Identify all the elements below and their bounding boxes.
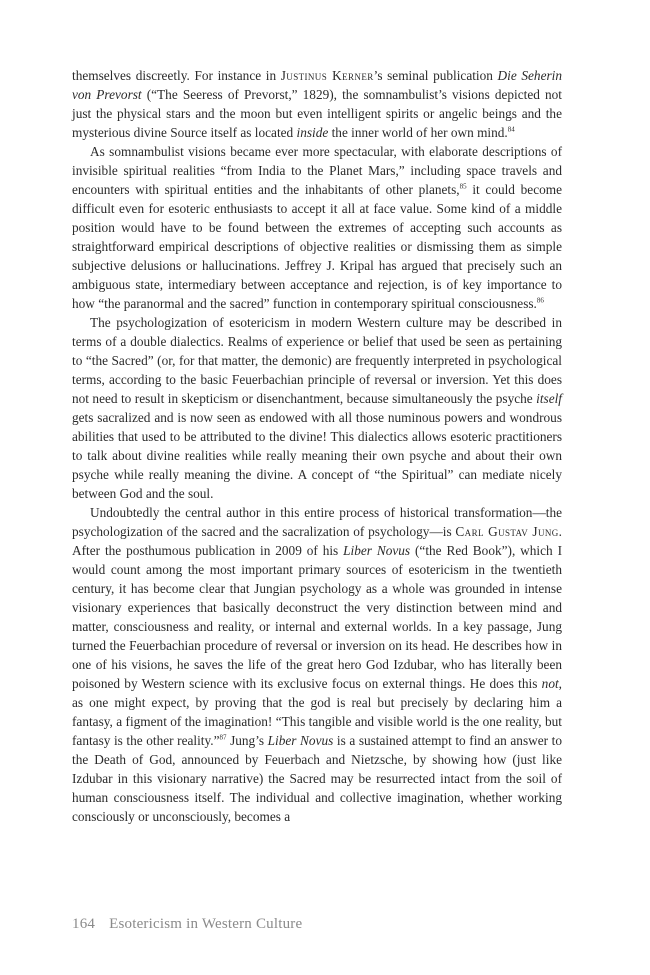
text-run: Jung’s (226, 733, 268, 748)
text-run: the inner world of her own mind. (328, 125, 508, 140)
text-run: it could become difficult even for esoteric enthusiasts to accept it all at face value. Some kind of a middle position would have to be found between the extremes of accepting such accounts as straightforward empirical descriptions of objective realities or dismissing them as simple subjective delusions or hallucinations. Jeffrey J. Kripal has argued that precisely such an ambiguous state, intermediary between acceptance and rejection, is of key importance to how “the paranormal and the sacred” function in contemporary spiritual consciousness. (72, 182, 562, 311)
body-text (72, 66, 562, 826)
text-run: is a sustained attempt to find an answer to the Death of God, announced by Feuerbach and Nietzsche, by showing how (just like Izdubar in this visionary narrative) the Sacred may be resurrected intact from the soil of human consciousness itself. The individual and collective imagination, whether working consciously or unconsciously, becomes a (72, 733, 562, 824)
paragraph (72, 503, 562, 826)
running-footer (72, 916, 302, 933)
italic-text: not (541, 676, 559, 691)
text-run: (“The Seeress of Prevorst,” 1829), the somnambulist’s visions depicted not just the physical stars and the moon but even intelligent spirits or angelic beings and the mysterious divine Source itself as located (72, 87, 562, 140)
text-run: Undoubtedly the central author in this entire process of historical transformation—the psychologization of the sacred and the sacralization of psychology—is (72, 505, 562, 539)
text-run: gets sacralized and is now seen as endowed with all those numinous powers and wondrous abilities that used to be attributed to the divine! This dialectics allows esoteric practitioners to talk about divine realities while really meaning their own psyche and about their own psyche while really meaning the divine. A concept of “the Spiritual” can mediate nicely between God and the soul. (72, 410, 562, 501)
footnote-ref: 85 (459, 182, 467, 191)
author-name: Justinus Kerner (280, 68, 374, 83)
italic-text: Liber Novus (343, 543, 411, 558)
running-title: Esotericism in Western Culture (109, 916, 303, 932)
italic-text: inside (296, 125, 329, 140)
author-name: Carl Gustav Jung (455, 524, 559, 539)
footnote-ref: 86 (536, 296, 544, 305)
italic-text: Liber Novus (267, 733, 334, 748)
page-number: 164 (72, 916, 96, 932)
text-run: , as one might expect, by proving that the god is real but precisely by declaring him a fantasy, a figment of the imagination! “This tangible and visible world is the one reality, but fantasy is the other reality.” (72, 676, 562, 748)
footnote-ref: 87 (219, 733, 227, 742)
text-run: (“the Red Book”), which I would count among the most important primary sources of esotericism in the twentieth century, it has become clear that Jungian psychology as a whole was grounded in intense visionary experiences that basically deconstruct the very distinction between mind and matter, consciousness and reality, or internal and external worlds. In a key passage, Jung turned the Feuerbachian procedure of reversal or inversion on its head. He describes how in one of his visions, he saves the life of the great hero God Izdubar, who has literally been poisoned by Western science with its exclusive focus on external things. He does this (72, 543, 562, 691)
paragraph (72, 66, 562, 142)
text-run: themselves discreetly. For instance in (72, 68, 281, 83)
paragraph (72, 313, 562, 503)
paragraph (72, 142, 562, 313)
text-run: As somnambulist visions became ever more spectacular, with elaborate descriptions of invisible spiritual realities “from India to the Planet Mars,” including space travels and encounters with spiritual entities and the inhabitants of other planets, (72, 144, 562, 197)
footnote-ref: 84 (507, 125, 515, 134)
text-run: ’s seminal publication (373, 68, 498, 83)
italic-text: Die Seherin von Prevorst (72, 68, 562, 102)
text-run: . After the posthumous publication in 2009 of his (72, 524, 562, 558)
italic-text: itself (536, 391, 562, 406)
text-run: The psychologization of esotericism in modern Western culture may be described in terms of a double dialectics. Realms of experience or belief that used be seen as pertaining to “the Sacred” (or, for that matter, the demonic) are frequently interpreted in psychological terms, according to the basic Feuerbachian principle of reversal or inversion. Yet this does not need to result in skepticism or disenchantment, because simultaneously the psyche (72, 315, 562, 406)
